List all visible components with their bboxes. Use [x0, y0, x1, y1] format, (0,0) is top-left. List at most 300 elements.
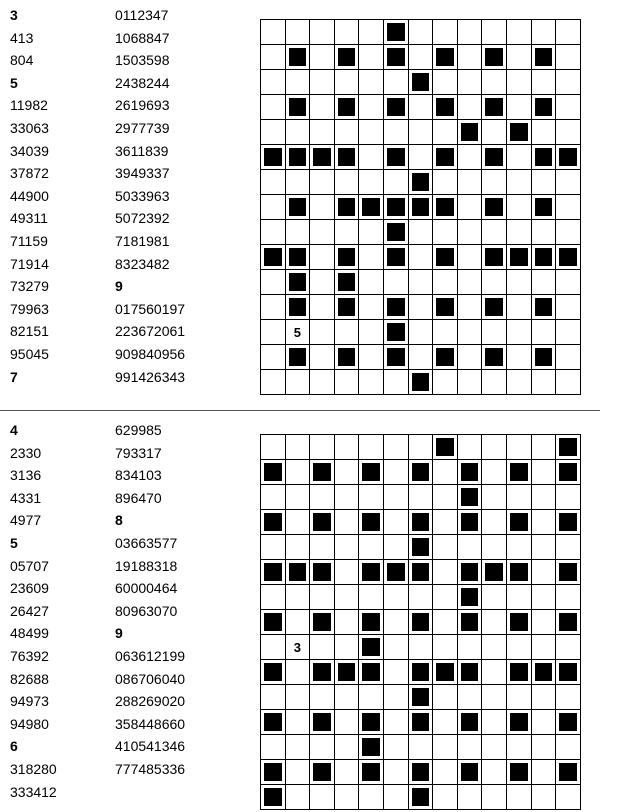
grid-cell[interactable] [482, 460, 507, 485]
grid-cell[interactable] [532, 610, 557, 635]
grid-cell[interactable] [482, 270, 507, 295]
grid-cell[interactable] [359, 435, 384, 460]
word-entry: 3136 [10, 467, 42, 484]
grid-cell[interactable] [409, 220, 434, 245]
grid-cell[interactable] [310, 245, 335, 270]
grid-cell[interactable] [458, 320, 483, 345]
black-cell [458, 560, 483, 585]
grid-cell[interactable] [409, 245, 434, 270]
grid-cell[interactable] [458, 635, 483, 660]
word-entry: 086706040 [115, 670, 186, 687]
black-cell [359, 560, 384, 585]
grid-cell[interactable] [532, 710, 557, 735]
grid-cell[interactable] [286, 485, 311, 510]
grid-cell[interactable] [261, 735, 286, 760]
grid-cell[interactable] [286, 370, 311, 395]
grid-cell[interactable] [310, 70, 335, 95]
black-cell [286, 295, 311, 320]
grid-cell[interactable] [261, 170, 286, 195]
grid-cell[interactable] [532, 170, 557, 195]
grid-cell[interactable] [482, 370, 507, 395]
grid-cell[interactable] [261, 120, 286, 145]
grid-cell[interactable] [310, 370, 335, 395]
grid-cell[interactable] [507, 485, 532, 510]
grid-cell[interactable] [310, 270, 335, 295]
grid-cell[interactable] [532, 460, 557, 485]
black-cell [482, 245, 507, 270]
black-cell [458, 120, 483, 145]
grid-cell[interactable] [409, 295, 434, 320]
grid-cell[interactable] [458, 145, 483, 170]
grid-cell[interactable] [310, 195, 335, 220]
grid-cell[interactable] [286, 585, 311, 610]
black-cell [409, 610, 434, 635]
grid-cell[interactable] [310, 785, 335, 810]
grid-cell[interactable] [482, 435, 507, 460]
grid-cell[interactable] [409, 320, 434, 345]
grid-cell[interactable] [556, 170, 581, 195]
grid-cell[interactable] [556, 635, 581, 660]
grid-cell[interactable] [359, 145, 384, 170]
grid-cell[interactable] [286, 320, 311, 345]
grid-cell[interactable] [458, 195, 483, 220]
grid-cell[interactable] [359, 170, 384, 195]
grid-cell[interactable] [458, 685, 483, 710]
grid-cell[interactable] [335, 510, 360, 535]
black-cell [507, 610, 532, 635]
grid-cell[interactable] [286, 435, 311, 460]
grid-cell[interactable] [532, 220, 557, 245]
black-cell [507, 710, 532, 735]
grid-cell[interactable] [532, 120, 557, 145]
grid-cell[interactable] [261, 320, 286, 345]
grid-cell[interactable] [556, 585, 581, 610]
black-cell [433, 195, 458, 220]
grid-cell[interactable] [458, 535, 483, 560]
grid-cell[interactable] [532, 435, 557, 460]
word-entry: 49311 [10, 210, 48, 227]
black-cell [482, 95, 507, 120]
grid-cell[interactable] [335, 635, 360, 660]
grid-cell[interactable] [482, 660, 507, 685]
grid-cell[interactable] [532, 20, 557, 45]
grid-cell[interactable] [556, 370, 581, 395]
grid-cell[interactable] [384, 270, 409, 295]
grid-cell[interactable] [409, 145, 434, 170]
grid-cell[interactable] [482, 20, 507, 45]
grid-cell[interactable] [261, 585, 286, 610]
grid-cell[interactable] [433, 220, 458, 245]
grid-cell[interactable] [310, 585, 335, 610]
grid-cell[interactable] [335, 220, 360, 245]
grid-cell[interactable] [482, 220, 507, 245]
grid-cell[interactable] [384, 70, 409, 95]
grid-cell[interactable] [532, 320, 557, 345]
grid-cell[interactable] [532, 485, 557, 510]
grid-cell[interactable] [286, 685, 311, 710]
grid-cell[interactable] [507, 70, 532, 95]
grid-cell[interactable] [433, 535, 458, 560]
grid-cell[interactable] [556, 70, 581, 95]
grid-cell[interactable] [507, 145, 532, 170]
grid-cell[interactable] [458, 245, 483, 270]
grid-cell[interactable] [556, 195, 581, 220]
grid-cell[interactable] [458, 170, 483, 195]
grid-cell[interactable] [433, 270, 458, 295]
grid-cell[interactable] [507, 785, 532, 810]
grid-cell[interactable] [482, 785, 507, 810]
grid-cell[interactable] [433, 710, 458, 735]
word-entry: 777485336 [115, 760, 186, 777]
grid-cell[interactable] [310, 345, 335, 370]
grid-cell[interactable] [532, 560, 557, 585]
grid-cell[interactable] [507, 635, 532, 660]
grid-cell[interactable] [507, 370, 532, 395]
grid-cell[interactable] [261, 70, 286, 95]
grid-cell[interactable] [556, 345, 581, 370]
grid-cell[interactable] [507, 735, 532, 760]
grid-cell[interactable] [482, 735, 507, 760]
grid-cell[interactable] [507, 685, 532, 710]
grid-cell[interactable] [507, 95, 532, 120]
grid-cell[interactable] [335, 370, 360, 395]
grid-cell[interactable] [556, 220, 581, 245]
grid-cell[interactable] [359, 685, 384, 710]
length-heading: 9 [115, 625, 123, 642]
black-cell [359, 460, 384, 485]
grid-cell[interactable] [482, 510, 507, 535]
grid-cell[interactable] [433, 510, 458, 535]
grid-cell[interactable] [532, 635, 557, 660]
grid-cell[interactable] [384, 510, 409, 535]
grid-cell[interactable] [286, 535, 311, 560]
grid-cell[interactable] [507, 295, 532, 320]
grid-cell[interactable] [359, 95, 384, 120]
grid-cell[interactable] [507, 320, 532, 345]
grid-cell[interactable] [409, 735, 434, 760]
grid-cell[interactable] [335, 585, 360, 610]
grid-cell[interactable] [310, 435, 335, 460]
grid-cell[interactable] [433, 120, 458, 145]
grid-cell[interactable] [433, 760, 458, 785]
grid-cell[interactable] [507, 585, 532, 610]
grid-cell[interactable] [310, 295, 335, 320]
grid-cell[interactable] [384, 760, 409, 785]
black-cell [458, 460, 483, 485]
grid-cell[interactable] [335, 460, 360, 485]
grid-cell[interactable] [458, 785, 483, 810]
grid-cell[interactable] [261, 195, 286, 220]
grid-cell[interactable] [359, 120, 384, 145]
grid-cell[interactable] [359, 535, 384, 560]
grid-cell[interactable] [409, 635, 434, 660]
word-entry: 03663577 [115, 534, 178, 551]
grid-cell[interactable] [359, 785, 384, 810]
grid-cell[interactable] [433, 460, 458, 485]
word-entry: 05707 [10, 557, 49, 574]
word-entry: 11982 [10, 97, 48, 114]
grid-cell[interactable] [286, 170, 311, 195]
grid-cell[interactable] [507, 535, 532, 560]
grid-cell[interactable] [335, 120, 360, 145]
grid-cell[interactable] [310, 120, 335, 145]
grid-cell[interactable] [409, 45, 434, 70]
grid-cell[interactable] [458, 370, 483, 395]
grid-cell[interactable] [359, 345, 384, 370]
grid-cell[interactable] [286, 460, 311, 485]
grid-cell[interactable] [261, 370, 286, 395]
grid-cell[interactable] [359, 295, 384, 320]
grid-cell[interactable] [433, 70, 458, 95]
grid-cell[interactable] [286, 710, 311, 735]
grid-cell[interactable] [359, 485, 384, 510]
grid-cell[interactable] [310, 220, 335, 245]
grid-cell[interactable] [261, 20, 286, 45]
grid-cell[interactable] [507, 435, 532, 460]
grid-cell[interactable] [384, 535, 409, 560]
grid-cell[interactable] [433, 170, 458, 195]
grid-cell[interactable] [409, 435, 434, 460]
grid-cell[interactable] [458, 220, 483, 245]
grid-cell[interactable] [286, 220, 311, 245]
black-cell [384, 45, 409, 70]
grid-cell[interactable] [482, 710, 507, 735]
black-cell [409, 785, 434, 810]
grid-cell[interactable] [507, 20, 532, 45]
grid-cell[interactable] [261, 270, 286, 295]
grid-cell[interactable] [556, 295, 581, 320]
grid-cell[interactable] [335, 435, 360, 460]
grid-cell[interactable] [384, 735, 409, 760]
grid-cell[interactable] [532, 535, 557, 560]
grid-cell[interactable] [556, 535, 581, 560]
grid-cell[interactable] [310, 685, 335, 710]
grid-cell[interactable] [310, 635, 335, 660]
black-cell [359, 195, 384, 220]
grid-cell[interactable] [384, 435, 409, 460]
grid-cell[interactable] [310, 320, 335, 345]
black-cell [556, 460, 581, 485]
grid-cell[interactable] [286, 735, 311, 760]
grid-cell[interactable] [409, 345, 434, 370]
grid-cell[interactable] [482, 170, 507, 195]
grid-cell[interactable] [335, 760, 360, 785]
black-cell [261, 660, 286, 685]
grid-cell[interactable] [507, 195, 532, 220]
grid-cell[interactable] [409, 95, 434, 120]
grid-cell[interactable] [335, 70, 360, 95]
grid-cell[interactable] [335, 610, 360, 635]
grid-cell[interactable] [359, 70, 384, 95]
grid-cell[interactable] [482, 70, 507, 95]
black-cell [286, 145, 311, 170]
grid-cell[interactable] [286, 635, 311, 660]
word-entry: 834103 [115, 467, 162, 484]
grid-cell[interactable] [458, 735, 483, 760]
word-list-column-1 [10, 4, 49, 388]
grid-cell[interactable] [310, 735, 335, 760]
grid-cell[interactable] [556, 320, 581, 345]
grid-cell[interactable] [335, 685, 360, 710]
grid-cell[interactable] [384, 710, 409, 735]
grid-cell[interactable] [458, 295, 483, 320]
grid-cell[interactable] [286, 70, 311, 95]
grid-cell[interactable] [433, 785, 458, 810]
grid-cell[interactable] [286, 20, 311, 45]
grid-cell[interactable] [261, 45, 286, 70]
grid-cell[interactable] [286, 510, 311, 535]
grid-cell[interactable] [335, 710, 360, 735]
grid-cell[interactable] [433, 585, 458, 610]
grid-cell[interactable] [310, 45, 335, 70]
grid-cell[interactable] [556, 270, 581, 295]
grid-cell[interactable] [556, 120, 581, 145]
grid-cell[interactable] [335, 535, 360, 560]
grid-cell[interactable] [310, 20, 335, 45]
grid-cell[interactable] [286, 760, 311, 785]
grid-cell[interactable] [261, 345, 286, 370]
grid-cell[interactable] [384, 685, 409, 710]
grid-cell[interactable] [482, 635, 507, 660]
grid-cell[interactable] [384, 660, 409, 685]
grid-cell[interactable] [384, 485, 409, 510]
grid-cell[interactable] [532, 785, 557, 810]
grid-cell[interactable] [335, 170, 360, 195]
grid-cell[interactable] [310, 170, 335, 195]
grid-cell[interactable] [532, 270, 557, 295]
grid-cell[interactable] [286, 120, 311, 145]
grid-cell[interactable] [532, 370, 557, 395]
grid-cell[interactable] [335, 485, 360, 510]
grid-cell[interactable] [433, 20, 458, 45]
grid-cell[interactable] [433, 485, 458, 510]
grid-cell[interactable] [507, 345, 532, 370]
grid-cell[interactable] [482, 610, 507, 635]
grid-cell[interactable] [556, 45, 581, 70]
grid-cell[interactable] [532, 510, 557, 535]
grid-cell[interactable] [261, 535, 286, 560]
grid-cell[interactable] [458, 270, 483, 295]
black-cell [458, 760, 483, 785]
grid-cell[interactable] [409, 485, 434, 510]
grid-cell[interactable] [556, 95, 581, 120]
grid-cell[interactable] [310, 485, 335, 510]
grid-cell[interactable] [384, 120, 409, 145]
grid-cell[interactable] [532, 685, 557, 710]
grid-cell[interactable] [261, 635, 286, 660]
grid-cell[interactable] [261, 435, 286, 460]
grid-cell[interactable] [286, 785, 311, 810]
grid-cell[interactable] [507, 220, 532, 245]
grid-cell[interactable] [482, 120, 507, 145]
grid-cell[interactable] [433, 610, 458, 635]
grid-cell[interactable] [458, 20, 483, 45]
grid-cell[interactable] [409, 270, 434, 295]
grid-cell[interactable] [359, 245, 384, 270]
grid-cell[interactable] [335, 735, 360, 760]
grid-cell[interactable] [507, 45, 532, 70]
grid-cell[interactable] [433, 635, 458, 660]
grid-cell[interactable] [409, 585, 434, 610]
grid-cell[interactable] [458, 70, 483, 95]
grid-cell[interactable] [359, 270, 384, 295]
grid-cell[interactable] [384, 635, 409, 660]
grid-cell[interactable] [482, 485, 507, 510]
black-cell [359, 735, 384, 760]
grid-cell[interactable] [556, 685, 581, 710]
grid-cell[interactable] [532, 585, 557, 610]
grid-cell[interactable] [261, 220, 286, 245]
black-cell [359, 710, 384, 735]
grid-cell[interactable] [482, 585, 507, 610]
grid-cell[interactable] [532, 70, 557, 95]
grid-cell[interactable] [335, 560, 360, 585]
grid-cell[interactable] [310, 535, 335, 560]
grid-cell[interactable] [335, 320, 360, 345]
grid-cell[interactable] [433, 685, 458, 710]
grid-cell[interactable] [433, 560, 458, 585]
grid-cell[interactable] [359, 20, 384, 45]
grid-cell[interactable] [384, 785, 409, 810]
grid-cell[interactable] [261, 685, 286, 710]
grid-cell[interactable] [286, 610, 311, 635]
grid-cell[interactable] [556, 735, 581, 760]
grid-cell[interactable] [261, 295, 286, 320]
grid-cell[interactable] [335, 785, 360, 810]
grid-cell[interactable] [384, 170, 409, 195]
grid-cell[interactable] [384, 370, 409, 395]
black-cell [458, 585, 483, 610]
grid-cell[interactable] [482, 760, 507, 785]
grid-cell[interactable] [384, 585, 409, 610]
grid-cell[interactable] [335, 20, 360, 45]
grid-cell[interactable] [458, 435, 483, 460]
grid-cell[interactable] [458, 95, 483, 120]
grid-cell[interactable] [409, 120, 434, 145]
grid-cell[interactable] [433, 320, 458, 345]
grid-cell[interactable] [384, 610, 409, 635]
grid-cell[interactable] [310, 95, 335, 120]
grid-cell[interactable] [556, 785, 581, 810]
grid-cell[interactable] [482, 320, 507, 345]
grid-cell[interactable] [261, 485, 286, 510]
grid-cell[interactable] [507, 170, 532, 195]
grid-cell[interactable] [359, 220, 384, 245]
grid-cell[interactable] [286, 660, 311, 685]
grid-cell[interactable] [532, 735, 557, 760]
grid-cell[interactable] [458, 345, 483, 370]
grid-cell[interactable] [556, 20, 581, 45]
grid-cell[interactable] [261, 95, 286, 120]
grid-cell[interactable] [359, 320, 384, 345]
grid-cell[interactable] [482, 685, 507, 710]
grid-cell[interactable] [458, 45, 483, 70]
grid-cell[interactable] [384, 460, 409, 485]
black-cell [532, 345, 557, 370]
grid-cell[interactable] [359, 45, 384, 70]
grid-cell[interactable] [507, 270, 532, 295]
grid-cell[interactable] [433, 370, 458, 395]
grid-cell[interactable] [359, 585, 384, 610]
grid-cell[interactable] [409, 20, 434, 45]
grid-cell[interactable] [482, 535, 507, 560]
word-entry: 413 [10, 29, 34, 46]
grid-cell[interactable] [433, 735, 458, 760]
black-cell [261, 785, 286, 810]
grid-cell[interactable] [359, 370, 384, 395]
grid-cell[interactable] [556, 485, 581, 510]
grid-cell[interactable] [532, 760, 557, 785]
